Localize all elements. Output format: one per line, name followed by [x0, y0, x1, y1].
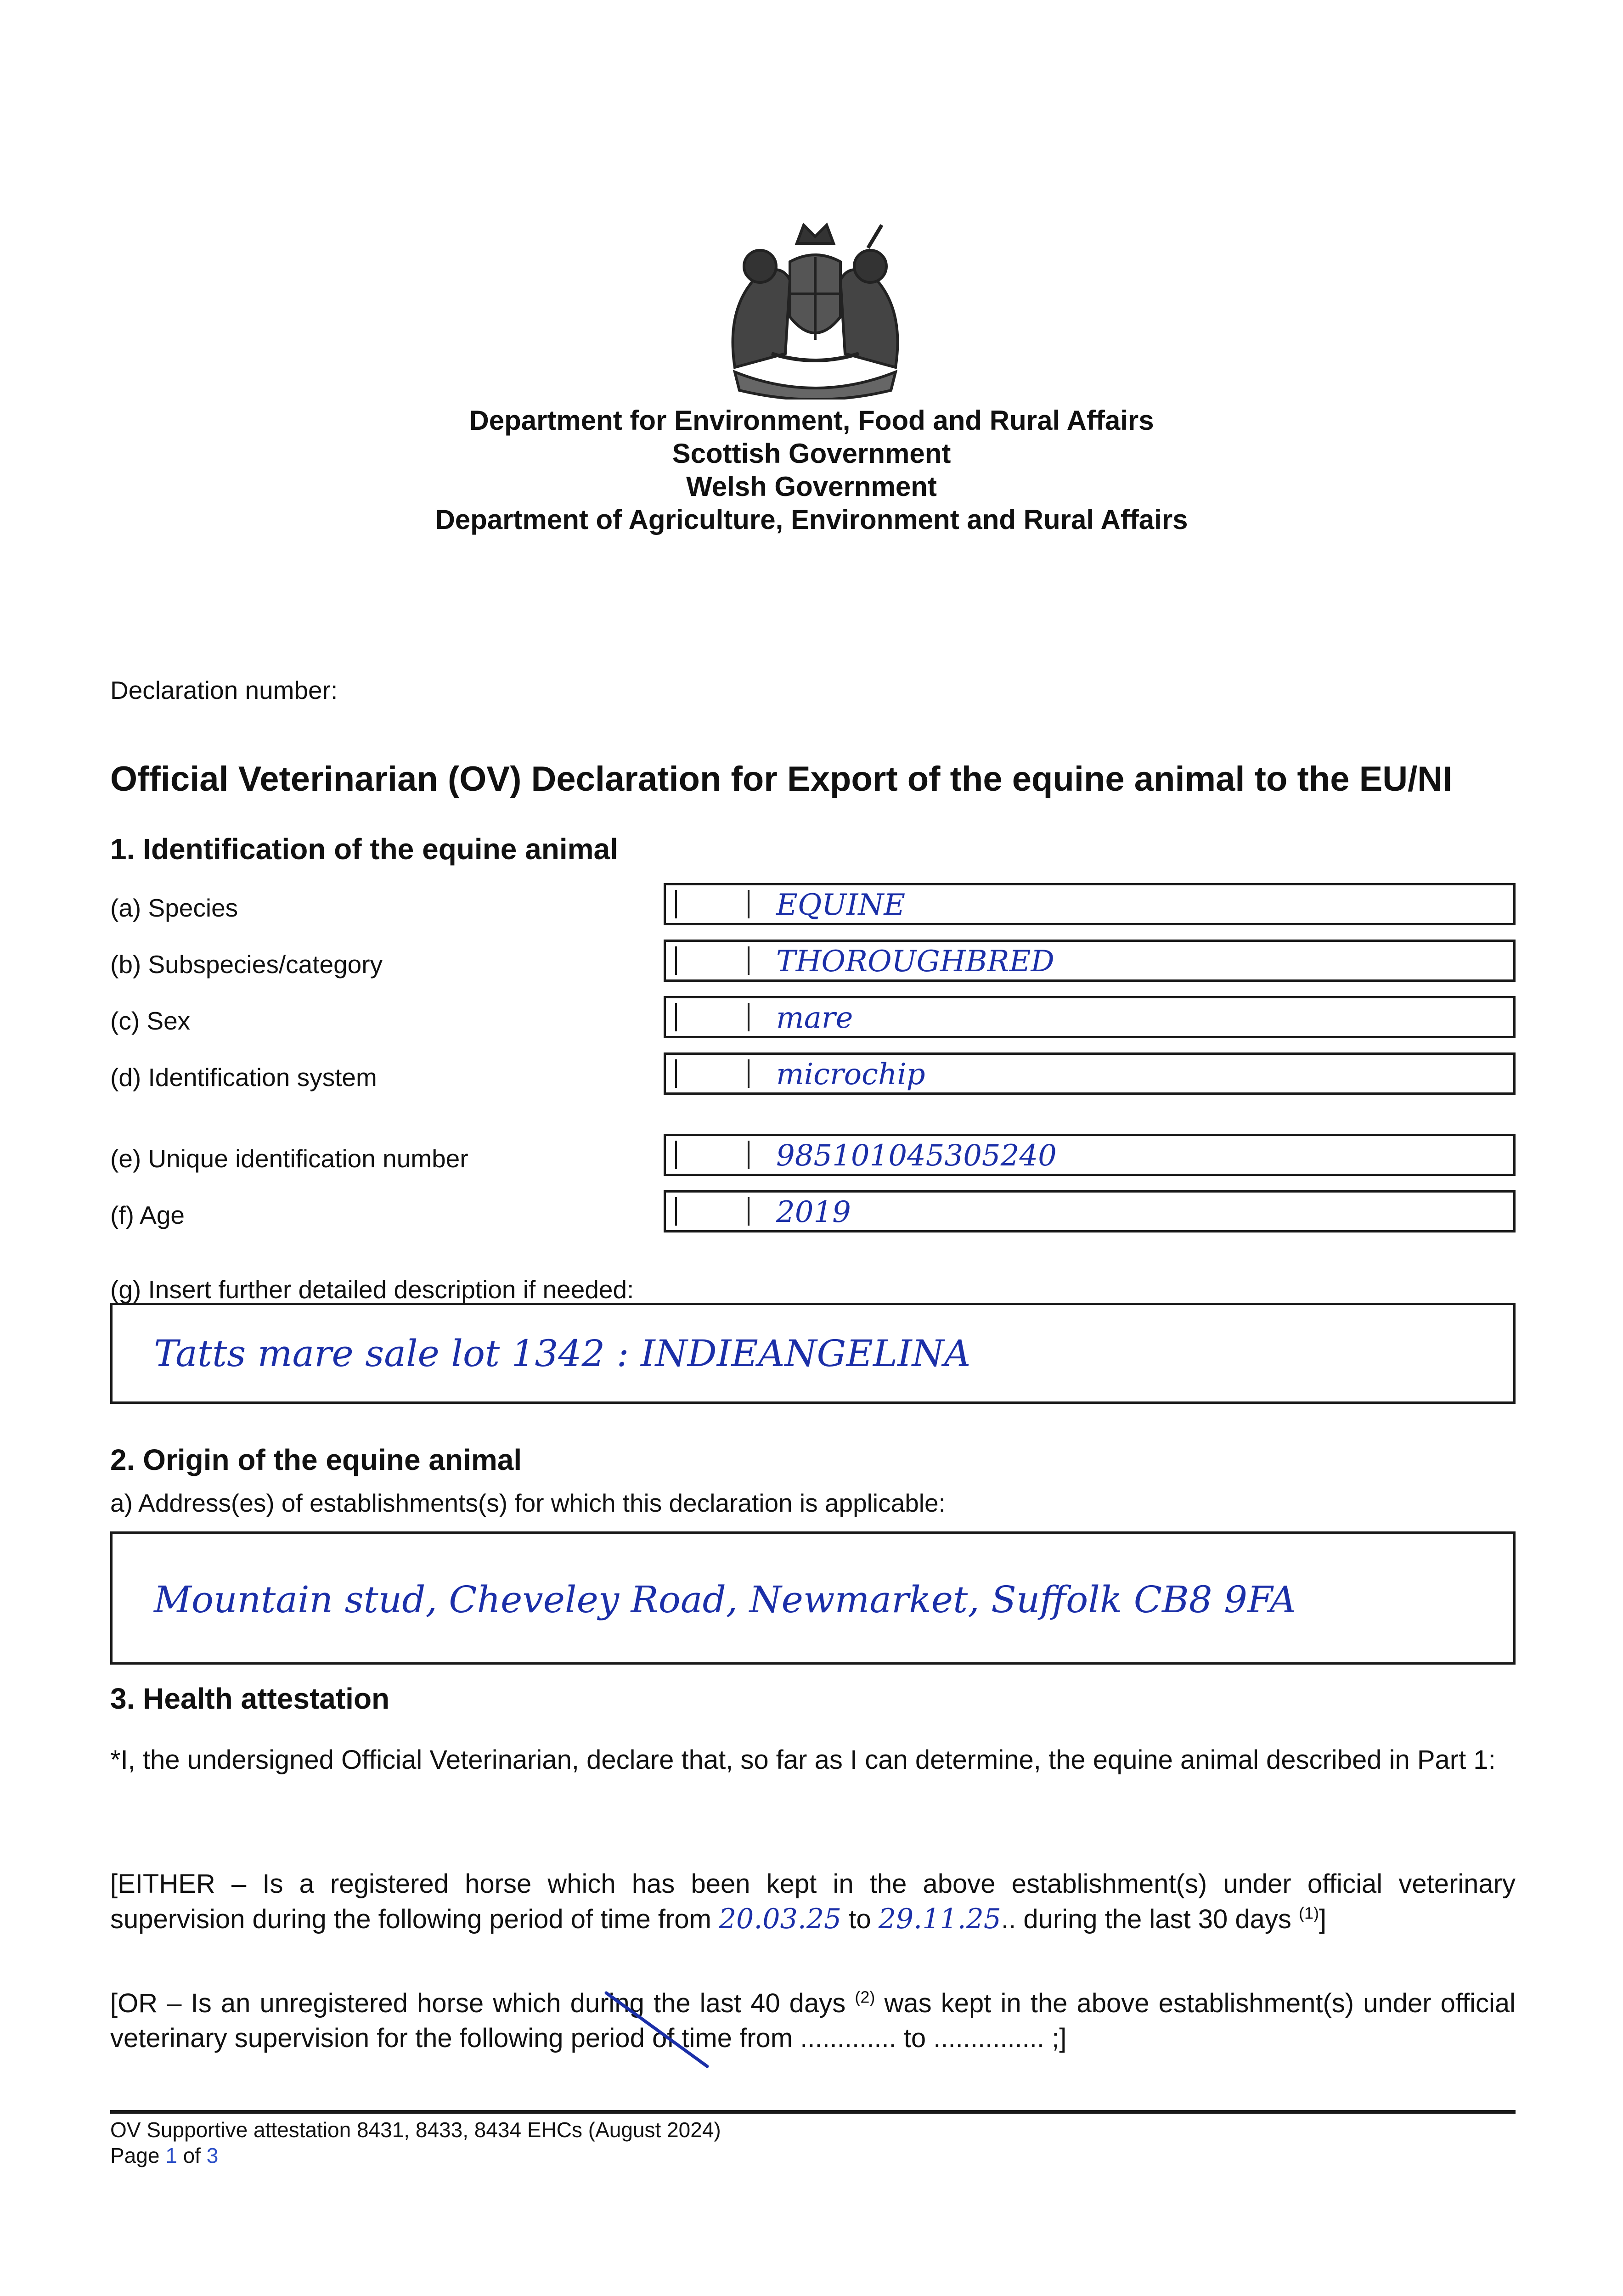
- sex-field[interactable]: [664, 996, 1516, 1038]
- page-title: Official Veterinarian (OV) Declaration for Export of the equine animal to the EU/NI: [110, 760, 1453, 799]
- identification-system-label: (d) Identification system: [110, 1063, 377, 1092]
- health-attestation-intro: *I, the undersigned Official Veterinarian, declare that, so far as I can determine, the equine animal described in Part 1:: [110, 1745, 1496, 1775]
- agency-scottish-government: Scottish Government: [672, 438, 951, 469]
- identification-system-field[interactable]: [664, 1052, 1516, 1095]
- unique-id-field[interactable]: [664, 1134, 1516, 1176]
- subspecies-field[interactable]: [664, 940, 1516, 982]
- unique-id-label: (e) Unique identification number: [110, 1144, 468, 1173]
- either-clause: [EITHER – Is a registered horse which has been kept in the above establishment(s) under official veterinary supervision during the following period of time from 20.03.25 to 29.11.25.. during the last 30 days $^{(1)}$]: [110, 1869, 1516, 1935]
- footer-divider: [110, 2110, 1516, 2114]
- age-value: 2019: [776, 1195, 851, 1229]
- unique-id-value: 985101045305240: [776, 1139, 1057, 1173]
- sex-value: mare: [776, 1001, 853, 1035]
- description-value: Tatts mare sale lot 1342 : INDIEANGELINA: [154, 1332, 971, 1375]
- agency-daera: Department of Agriculture, Environment and Rural Affairs: [435, 504, 1188, 535]
- footer-page-number: Page 1 of 3: [110, 2144, 219, 2167]
- species-value: EQUINE: [776, 888, 906, 922]
- section-3-heading: 3. Health attestation: [110, 1682, 390, 1715]
- description-label: (g) Insert further detailed description if needed:: [110, 1275, 634, 1304]
- species-label: (a) Species: [110, 894, 238, 922]
- agency-defra: Department for Environment, Food and Rural Affairs: [469, 405, 1154, 436]
- address-box[interactable]: [110, 1531, 1516, 1665]
- species-field[interactable]: [664, 883, 1516, 925]
- either-to-date: 29.11.25: [878, 1903, 1001, 1935]
- sex-label: (c) Sex: [110, 1007, 191, 1035]
- agency-welsh-government: Welsh Government: [686, 471, 937, 502]
- strike-through-mark: [597, 1988, 716, 2071]
- description-box[interactable]: [110, 1303, 1516, 1404]
- section-1-heading: 1. Identification of the equine animal: [110, 833, 618, 866]
- age-field[interactable]: [664, 1190, 1516, 1232]
- age-label: (f) Age: [110, 1201, 185, 1229]
- section-2-heading: 2. Origin of the equine animal: [110, 1443, 522, 1476]
- royal-coat-of-arms-icon: [716, 216, 914, 400]
- or-clause: [OR – Is an unregistered horse which during the last 40 days $^{(2)}$ was kept in the above establishment(s) under official veterinary supervision for the following period of time from ............. to ............... ;]: [110, 1987, 1516, 2053]
- either-from-date: 20.03.25: [719, 1903, 842, 1935]
- declaration-number-label: Declaration number:: [110, 676, 338, 704]
- subspecies-value: THOROUGHBRED: [776, 945, 1054, 979]
- footer-attestation: OV Supportive attestation 8431, 8433, 8434 EHCs (August 2024): [110, 2118, 721, 2142]
- identification-system-value: microchip: [776, 1058, 925, 1092]
- subspecies-label: (b) Subspecies/category: [110, 950, 383, 979]
- address-label: a) Address(es) of establishments(s) for which this declaration is applicable:: [110, 1489, 946, 1517]
- address-value: Mountain stud, Cheveley Road, Newmarket, Suffolk CB8 9FA: [154, 1578, 1296, 1621]
